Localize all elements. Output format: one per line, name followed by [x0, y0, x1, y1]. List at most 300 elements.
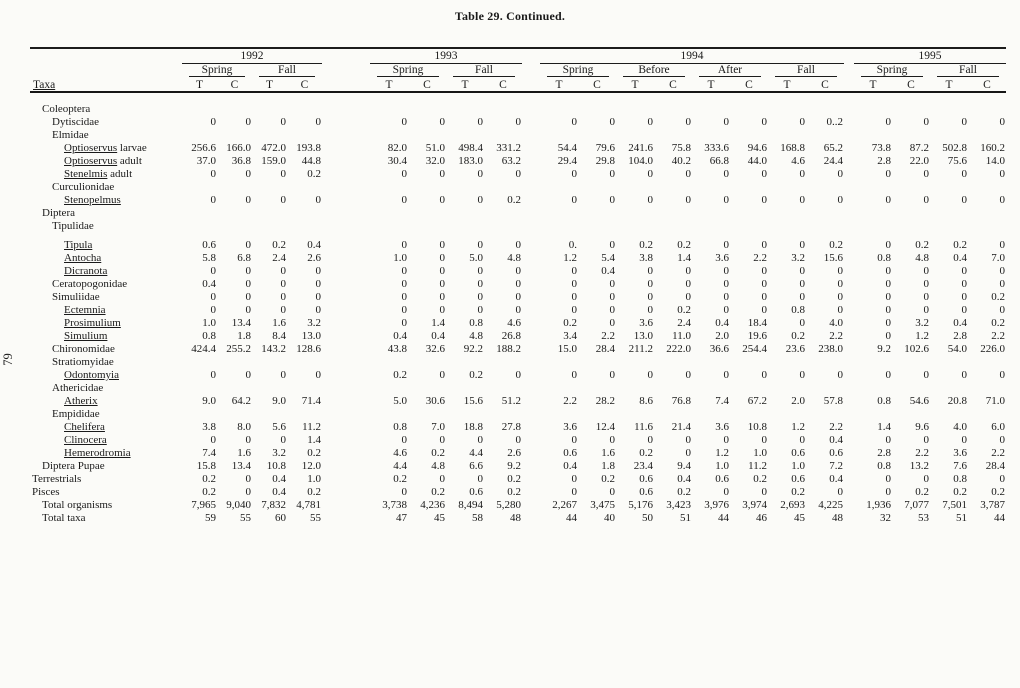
- value-cell: 0: [315, 278, 321, 290]
- value-cell: [252, 356, 287, 369]
- value-cell: 13.0: [301, 330, 321, 342]
- tc-header: T: [252, 77, 287, 92]
- value-cell: 0: [315, 265, 321, 277]
- column-gap: [522, 168, 540, 181]
- season-header: [252, 64, 322, 77]
- value-cell: 0: [885, 116, 891, 128]
- tc-header: C: [806, 77, 844, 92]
- tc-header: T: [692, 77, 730, 92]
- value-cell: 0: [477, 194, 483, 206]
- value-cell: [578, 220, 616, 233]
- value-cell: 0: [923, 265, 929, 277]
- value-cell: 0.8: [791, 304, 805, 316]
- value-cell: [616, 408, 654, 421]
- taxon-cell: [30, 473, 182, 486]
- value-cell: 211.2: [628, 343, 653, 355]
- value-cell: [182, 382, 217, 395]
- value-cell: 0: [515, 369, 521, 381]
- value-cell: 15.6: [463, 395, 483, 407]
- value-cell: 46: [756, 512, 767, 524]
- value-cell: 3.2: [791, 252, 805, 264]
- column-gap: [522, 252, 540, 265]
- value-cell: 94.6: [747, 142, 767, 154]
- value-cell: 11.2: [302, 421, 321, 433]
- column-gap: [844, 194, 854, 207]
- value-cell: 45: [434, 512, 445, 524]
- value-cell: 7,965: [191, 499, 216, 511]
- value-cell: [968, 207, 1006, 220]
- value-cell: [930, 181, 968, 194]
- column-gap: [522, 408, 540, 421]
- table-row: [30, 434, 1006, 447]
- value-cell: 1.2: [791, 421, 805, 433]
- value-cell: 59: [205, 512, 216, 524]
- value-cell: 0: [723, 291, 729, 303]
- value-cell: 7.4: [202, 447, 216, 459]
- column-gap: [844, 499, 854, 512]
- value-cell: 36.6: [709, 343, 729, 355]
- taxon-cell: [30, 252, 182, 265]
- value-cell: 0: [885, 304, 891, 316]
- value-cell: 193.8: [296, 142, 321, 154]
- column-gap: [522, 181, 540, 194]
- value-cell: 51.0: [425, 142, 445, 154]
- value-cell: 0: [647, 168, 653, 180]
- value-cell: 6.8: [237, 252, 251, 264]
- column-gap: [522, 64, 540, 77]
- value-cell: 0.6: [829, 447, 843, 459]
- value-cell: [484, 356, 522, 369]
- value-cell: 0: [477, 265, 483, 277]
- value-cell: 255.2: [226, 343, 251, 355]
- value-cell: [616, 207, 654, 220]
- taxon-cell: [30, 408, 182, 421]
- taxon-name: Elmidae: [52, 129, 89, 141]
- table-row: [30, 369, 1006, 382]
- column-gap: [322, 278, 370, 291]
- value-cell: 0.2: [915, 486, 929, 498]
- value-cell: [654, 92, 692, 116]
- value-cell: 2.6: [507, 447, 521, 459]
- value-cell: 0: [571, 116, 577, 128]
- value-cell: [892, 129, 930, 142]
- value-cell: 0: [961, 265, 967, 277]
- value-cell: 2.4: [677, 317, 691, 329]
- value-cell: [854, 356, 892, 369]
- value-cell: 8.0: [237, 421, 251, 433]
- value-cell: 0: [245, 278, 251, 290]
- value-cell: 0: [923, 278, 929, 290]
- value-cell: 0: [999, 265, 1005, 277]
- column-gap: [844, 278, 854, 291]
- value-cell: 0.4: [829, 434, 843, 446]
- value-cell: [446, 181, 484, 194]
- value-cell: 0.2: [915, 239, 929, 251]
- column-gap: [322, 382, 370, 395]
- table-row: [30, 382, 1006, 395]
- value-cell: [182, 92, 217, 116]
- value-cell: 0: [999, 194, 1005, 206]
- value-cell: 0: [280, 291, 286, 303]
- value-cell: 4.8: [507, 252, 521, 264]
- tc-header: T: [370, 77, 408, 92]
- table-row: [30, 473, 1006, 486]
- season-label: Fall: [259, 64, 315, 77]
- value-cell: 11.0: [672, 330, 691, 342]
- value-cell: [578, 92, 616, 116]
- value-cell: 0: [685, 447, 691, 459]
- tc-header: T: [768, 77, 806, 92]
- value-cell: [370, 356, 408, 369]
- value-cell: 3.2: [307, 317, 321, 329]
- value-cell: 32.6: [425, 343, 445, 355]
- value-cell: 0: [439, 239, 445, 251]
- value-cell: [930, 408, 968, 421]
- value-cell: 63.2: [501, 155, 521, 167]
- value-cell: 2.8: [877, 155, 891, 167]
- taxon-name: Pisces: [32, 486, 60, 498]
- value-cell: 1.6: [601, 447, 615, 459]
- value-cell: [446, 92, 484, 116]
- value-cell: 0: [245, 304, 251, 316]
- taxon-cell: [30, 369, 182, 382]
- taxon-name: Hemerodromia: [64, 447, 131, 459]
- table-row: [30, 155, 1006, 168]
- taxa-column-head-spacer: [30, 64, 182, 77]
- value-cell: [287, 220, 322, 233]
- value-cell: 0: [885, 168, 891, 180]
- value-cell: 0: [571, 304, 577, 316]
- column-gap: [522, 207, 540, 220]
- value-cell: 54.6: [909, 395, 929, 407]
- season-header: [930, 64, 1006, 77]
- taxon-name: Diptera Pupae: [42, 460, 105, 472]
- value-cell: 55: [240, 512, 251, 524]
- value-cell: 0: [799, 265, 805, 277]
- value-cell: 2.2: [563, 395, 577, 407]
- value-cell: 5.8: [202, 252, 216, 264]
- season-header: [692, 64, 768, 77]
- taxon-name: Antocha: [64, 252, 102, 264]
- value-cell: [578, 181, 616, 194]
- season-header: [540, 64, 616, 77]
- taxon-cell: [30, 343, 182, 356]
- value-cell: 0.4: [829, 473, 843, 485]
- value-cell: [730, 181, 768, 194]
- value-cell: 54.0: [947, 343, 967, 355]
- value-cell: [968, 356, 1006, 369]
- value-cell: 3.6: [953, 447, 967, 459]
- value-cell: [217, 92, 252, 116]
- table-row: [30, 252, 1006, 265]
- taxon-cell: [30, 116, 182, 129]
- taxon-cell: [30, 460, 182, 473]
- value-cell: 0: [245, 291, 251, 303]
- value-cell: 0: [439, 291, 445, 303]
- value-cell: 2.2: [601, 330, 615, 342]
- value-cell: 0: [245, 369, 251, 381]
- value-cell: 5,176: [628, 499, 653, 511]
- column-gap: [322, 330, 370, 343]
- column-gap: [844, 64, 854, 77]
- value-cell: 0: [401, 291, 407, 303]
- value-cell: 241.6: [628, 142, 653, 154]
- column-gap: [522, 220, 540, 233]
- value-cell: 0: [609, 317, 615, 329]
- value-cell: 0: [961, 304, 967, 316]
- value-cell: [806, 356, 844, 369]
- value-cell: 0: [280, 116, 286, 128]
- value-cell: [287, 382, 322, 395]
- value-cell: 50: [642, 512, 653, 524]
- taxon-cell: [30, 129, 182, 142]
- value-cell: 0: [885, 265, 891, 277]
- value-cell: 0.4: [563, 460, 577, 472]
- value-cell: 1.4: [677, 252, 691, 264]
- value-cell: 18.8: [463, 421, 483, 433]
- page-number: 79: [0, 353, 15, 366]
- value-cell: 15.8: [196, 460, 216, 472]
- column-gap: [522, 395, 540, 408]
- value-cell: [484, 408, 522, 421]
- value-cell: [287, 207, 322, 220]
- column-gap: [522, 233, 540, 252]
- value-cell: 0.2: [563, 317, 577, 329]
- taxon-name-suffix: adult: [107, 168, 133, 180]
- value-cell: 44: [566, 512, 577, 524]
- value-cell: 0: [761, 278, 767, 290]
- year-label: 1993: [370, 50, 522, 64]
- value-cell: [540, 408, 578, 421]
- value-cell: [252, 220, 287, 233]
- value-cell: 0: [571, 194, 577, 206]
- tc-header: C: [968, 77, 1006, 92]
- value-cell: [730, 356, 768, 369]
- value-cell: 0: [647, 434, 653, 446]
- year-header: [370, 48, 522, 64]
- value-cell: 0.2: [991, 291, 1005, 303]
- column-gap: [322, 434, 370, 447]
- value-cell: 7,832: [261, 499, 286, 511]
- column-gap: [522, 343, 540, 356]
- value-cell: 0: [477, 116, 483, 128]
- value-cell: 9.2: [507, 460, 521, 472]
- table-row: [30, 408, 1006, 421]
- value-cell: 0: [685, 168, 691, 180]
- value-cell: 44.0: [747, 155, 767, 167]
- table-row: [30, 343, 1006, 356]
- tc-header: T: [616, 77, 654, 92]
- value-cell: 13.2: [909, 460, 929, 472]
- value-cell: 0: [571, 265, 577, 277]
- tc-header: C: [217, 77, 252, 92]
- season-header: [768, 64, 844, 77]
- value-cell: [408, 207, 446, 220]
- taxon-name: Athericidae: [52, 382, 104, 394]
- taxon-cell: [30, 194, 182, 207]
- value-cell: 0: [210, 291, 216, 303]
- table-row: [30, 181, 1006, 194]
- table-row: [30, 512, 1006, 525]
- value-cell: 6.0: [991, 421, 1005, 433]
- column-gap: [522, 486, 540, 499]
- column-gap: [522, 291, 540, 304]
- column-gap: [844, 460, 854, 473]
- value-cell: 2.4: [272, 252, 286, 264]
- value-cell: 0: [210, 168, 216, 180]
- value-cell: 15.6: [823, 252, 843, 264]
- value-cell: 2.2: [753, 252, 767, 264]
- value-cell: 29.8: [595, 155, 615, 167]
- taxon-cell: [30, 278, 182, 291]
- taxon-name: Dytiscidae: [52, 116, 100, 128]
- value-cell: 0: [280, 434, 286, 446]
- value-cell: 66.8: [709, 155, 729, 167]
- value-cell: 15.0: [557, 343, 577, 355]
- value-cell: 0: [761, 369, 767, 381]
- value-cell: 48: [832, 512, 843, 524]
- value-cell: 168.8: [780, 142, 805, 154]
- value-cell: 0: [647, 369, 653, 381]
- value-cell: 0: [477, 434, 483, 446]
- value-cell: 0: [723, 486, 729, 498]
- value-cell: [287, 408, 322, 421]
- value-cell: 44: [994, 512, 1005, 524]
- value-cell: 3,738: [382, 499, 407, 511]
- column-gap: [322, 181, 370, 194]
- value-cell: 37.0: [196, 155, 216, 167]
- taxon-cell: [30, 356, 182, 369]
- value-cell: 3,475: [590, 499, 615, 511]
- taxon-name: Ceratopogonidae: [52, 278, 128, 290]
- taxon-name: Total taxa: [42, 512, 86, 524]
- value-cell: 256.6: [191, 142, 216, 154]
- value-cell: 0.2: [507, 473, 521, 485]
- value-cell: 4.8: [469, 330, 483, 342]
- column-gap: [322, 356, 370, 369]
- value-cell: 331.2: [496, 142, 521, 154]
- value-cell: 0: [799, 194, 805, 206]
- column-gap: [322, 168, 370, 181]
- taxa-data-table: [30, 47, 1006, 525]
- value-cell: [182, 207, 217, 220]
- value-cell: 0.2: [677, 239, 691, 251]
- value-cell: 0: [799, 317, 805, 329]
- value-cell: 9.0: [202, 395, 216, 407]
- value-cell: [370, 207, 408, 220]
- season-header: [854, 64, 930, 77]
- value-cell: 8.6: [639, 395, 653, 407]
- taxon-name: Ectemnia: [64, 304, 106, 316]
- value-cell: 0: [609, 486, 615, 498]
- value-cell: 0: [647, 265, 653, 277]
- value-cell: [768, 220, 806, 233]
- table-row: [30, 330, 1006, 343]
- value-cell: 0: [723, 304, 729, 316]
- table-row: [30, 129, 1006, 142]
- value-cell: 2,267: [552, 499, 577, 511]
- value-cell: 0: [210, 116, 216, 128]
- value-cell: 32.0: [425, 155, 445, 167]
- value-cell: 28.2: [595, 395, 615, 407]
- value-cell: 0: [837, 304, 843, 316]
- value-cell: [806, 382, 844, 395]
- value-cell: 1.2: [915, 330, 929, 342]
- value-cell: 0: [723, 369, 729, 381]
- value-cell: 0.: [568, 239, 577, 251]
- value-cell: 0.8: [877, 395, 891, 407]
- value-cell: 0: [280, 278, 286, 290]
- value-cell: 26.8: [501, 330, 521, 342]
- value-cell: 3.6: [715, 421, 729, 433]
- value-cell: 0: [315, 369, 321, 381]
- table-body: [30, 92, 1006, 525]
- value-cell: 226.0: [980, 343, 1005, 355]
- value-cell: 0.4: [431, 330, 445, 342]
- value-cell: [806, 129, 844, 142]
- value-cell: 0: [571, 168, 577, 180]
- value-cell: 0: [647, 291, 653, 303]
- value-cell: 9.4: [677, 460, 691, 472]
- value-cell: [730, 129, 768, 142]
- taxon-cell: [30, 499, 182, 512]
- value-cell: 13.4: [231, 317, 251, 329]
- value-cell: 0: [885, 473, 891, 485]
- value-cell: 1.4: [307, 434, 321, 446]
- season-label: Fall: [937, 64, 999, 77]
- tc-header: C: [287, 77, 322, 92]
- value-cell: 0: [999, 278, 1005, 290]
- value-cell: 12.4: [595, 421, 615, 433]
- value-cell: 0: [245, 434, 251, 446]
- value-cell: [616, 92, 654, 116]
- column-gap: [844, 233, 854, 252]
- value-cell: [446, 356, 484, 369]
- table-row: [30, 265, 1006, 278]
- tc-header: T: [930, 77, 968, 92]
- value-cell: 0.4: [953, 317, 967, 329]
- year-header: [540, 48, 844, 64]
- value-cell: [484, 92, 522, 116]
- value-cell: 0: [609, 239, 615, 251]
- season-label: Spring: [861, 64, 923, 77]
- value-cell: 3.8: [202, 421, 216, 433]
- value-cell: 2.2: [991, 330, 1005, 342]
- value-cell: [806, 207, 844, 220]
- value-cell: [287, 181, 322, 194]
- value-cell: [252, 408, 287, 421]
- value-cell: 0: [885, 317, 891, 329]
- value-cell: 0: [685, 278, 691, 290]
- value-cell: 0: [477, 278, 483, 290]
- value-cell: 0.2: [601, 473, 615, 485]
- value-cell: 4.8: [431, 460, 445, 472]
- value-cell: 0: [923, 291, 929, 303]
- taxon-name: Empididae: [52, 408, 100, 420]
- value-cell: 2.2: [991, 447, 1005, 459]
- value-cell: 0.4: [601, 265, 615, 277]
- value-cell: [540, 356, 578, 369]
- value-cell: 0: [799, 168, 805, 180]
- value-cell: 0: [761, 116, 767, 128]
- value-cell: [930, 356, 968, 369]
- value-cell: 0.8: [469, 317, 483, 329]
- value-cell: 0: [439, 278, 445, 290]
- value-cell: 0: [315, 304, 321, 316]
- value-cell: 4.4: [393, 460, 407, 472]
- value-cell: [287, 92, 322, 116]
- value-cell: 0: [401, 486, 407, 498]
